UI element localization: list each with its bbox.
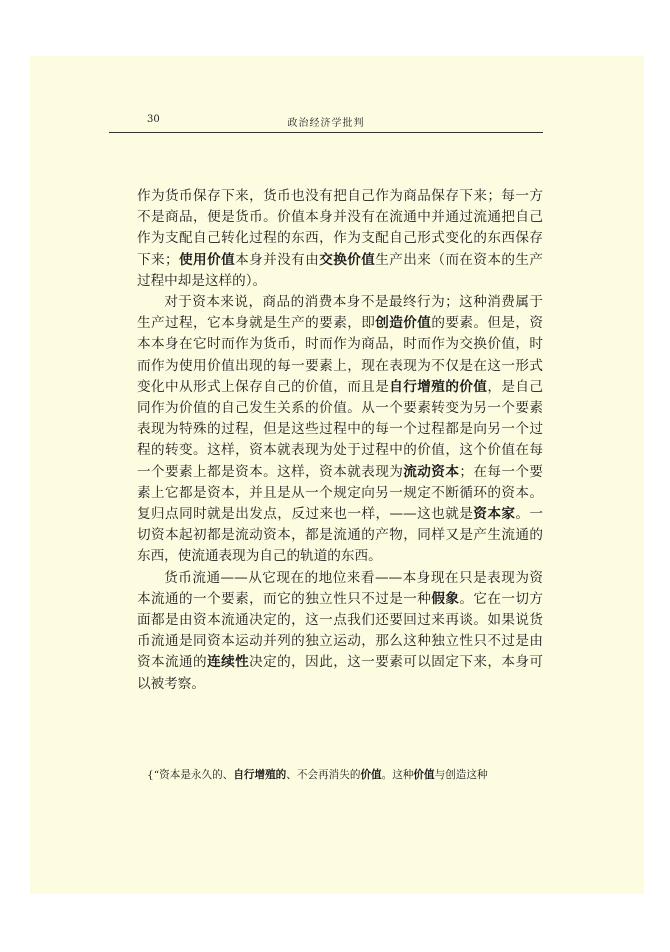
emphasized-term: 连续性 — [207, 654, 250, 671]
text-run: 生产出来（而在资本的生产过程中却是这样的）。 — [137, 251, 544, 289]
emphasized-term: 交换价值 — [319, 251, 376, 268]
page-header — [109, 110, 543, 133]
text-run: 。它在一切方面都是由资本流通决定的，这一点我们还要回过来再谈。如果说货币流通是同资本运动并列的独立运动，那么这种独立性只不过是由资本流通的 — [137, 590, 544, 671]
emphasized-term: 创造价值 — [375, 315, 432, 332]
emphasized-term: 自行增殖的价值 — [389, 378, 488, 395]
emphasized-term: 资本家 — [473, 506, 516, 523]
emphasized-term: 流动资本 — [403, 463, 460, 480]
page-number: 30 — [147, 114, 160, 125]
emphasized-term: 价值 — [360, 769, 382, 781]
text-run: ，是自己同作为价值的自己发生关系的价值。从一个要素转变为另一个要素表现为特殊的过程，但是这些过程中的每一个过程都是向另一个过程的转变。这样，资本就表现为处于过程中的价值，这个价值在每一个要素上都是资本。这样，资本就表现为 — [137, 378, 544, 480]
text-run: 。一切资本起初都是流动资本，都是流通的产物，同样又是产生流通的东西，使流通表现为自己的轨道的东西。 — [137, 506, 544, 565]
text-run: 对于资本来说，商品的消费本身不是最终行为；这种消费属于生产过程，它本身就是生产的要素，即 — [137, 294, 543, 332]
footnote — [147, 767, 547, 783]
emphasized-term: 自行增殖的 — [233, 769, 287, 781]
text-run: ；在每一个要素上它都是资本，并且是从一个规定向另一规定不断循环的资本。复归点同时就是出发点，反过来也一样，——这也就是 — [137, 463, 544, 523]
body-text — [137, 186, 543, 695]
text-run: 。这种 — [381, 769, 414, 781]
text-run: 本身并没有由 — [235, 251, 320, 268]
text-run: 、不会再消失的 — [286, 769, 361, 781]
paragraph-1 — [137, 186, 543, 292]
running-title: 政治经济学批判 — [287, 118, 365, 129]
paragraph-2 — [137, 292, 543, 568]
emphasized-term: 假象 — [431, 590, 460, 607]
text-run: 的要素。但是，资本本身在它时而作为货币，时而作为商品，时而作为交换价值，时而作为使用价值出现的每一要素上，现在表现为不仅是在这一形式变化中从形式上保存自己的价值，而且是 — [137, 315, 544, 395]
text-run: 决定的，因此，这一要素可以固定下来，本身可以被考察。 — [137, 654, 544, 692]
paragraph-3 — [137, 568, 543, 695]
text-run: {“资本是永久的、 — [147, 769, 234, 781]
text-run: 货币流通——从它现在的地位来看——本身现在只是表现为资本流通的一个要素，而它的独立性只不过是一种 — [137, 569, 543, 607]
text-run: 作为货币保存下来，货币也没有把自己作为商品保存下来；每一方不是商品，便是货币。价值本身并没有在流通中并通过流通把自己作为支配自己转化过程的东西，作为支配自己形式变化的东西保存下来； — [137, 188, 543, 268]
emphasized-term: 价值 — [413, 769, 435, 781]
emphasized-term: 使用价值 — [178, 251, 236, 268]
text-run: 与创造这种 — [434, 769, 488, 781]
